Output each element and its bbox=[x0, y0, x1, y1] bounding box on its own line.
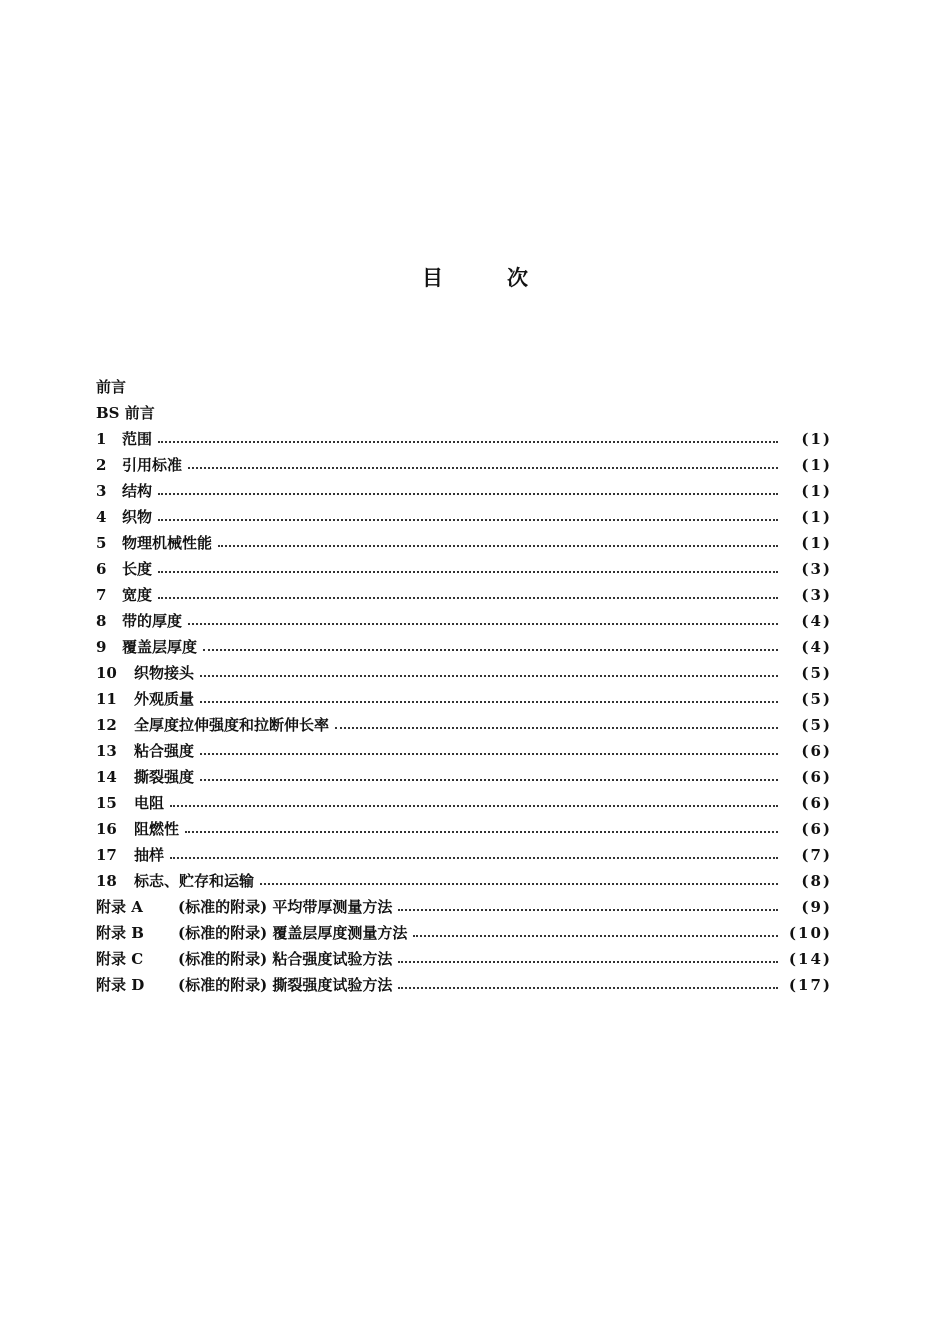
toc-entry-label: 阻燃性 bbox=[134, 820, 180, 838]
toc-appendix-label: (标准的附录) 撕裂强度试验方法 bbox=[178, 976, 393, 994]
toc-entry bbox=[96, 712, 832, 738]
toc-entry-label: 抽样 bbox=[134, 846, 165, 864]
toc-appendix-number: 附录 B bbox=[96, 924, 144, 942]
toc-appendix-entry bbox=[96, 894, 832, 920]
toc-entry-number: 8 bbox=[96, 612, 107, 630]
toc-entry-label: 带的厚度 bbox=[122, 612, 183, 630]
toc-entry-label: 范围 bbox=[122, 430, 153, 448]
toc-entry-number: 3 bbox=[96, 482, 107, 500]
toc-entry-page: (8) bbox=[801, 872, 832, 890]
leader-dots bbox=[188, 467, 778, 469]
toc-entry-number: 11 bbox=[96, 690, 117, 708]
toc-entry bbox=[96, 452, 832, 478]
toc-entry-number: 13 bbox=[96, 742, 117, 760]
toc-entry-number: 6 bbox=[96, 560, 107, 578]
toc-entry-page: (3) bbox=[801, 586, 832, 604]
toc-entry-number: 5 bbox=[96, 534, 107, 552]
title-char-1: 目 bbox=[422, 266, 443, 290]
toc-entry-label: 织物接头 bbox=[134, 664, 195, 682]
toc-appendix-number: 附录 D bbox=[96, 976, 145, 994]
toc-entry-page: (1) bbox=[801, 430, 832, 448]
leader-dots bbox=[260, 883, 778, 885]
toc-entry-page: (4) bbox=[801, 638, 832, 656]
leader-dots bbox=[158, 493, 778, 495]
leader-dots bbox=[158, 571, 778, 573]
toc-entry-label: 撕裂强度 bbox=[134, 768, 195, 786]
toc-appendix-entry bbox=[96, 972, 832, 998]
toc-entry bbox=[96, 660, 832, 686]
toc-entry-page: (6) bbox=[801, 742, 832, 760]
toc-entry-label: 全厚度拉伸强度和拉断伸长率 bbox=[134, 716, 330, 734]
toc-entry bbox=[96, 842, 832, 868]
toc-entry-label: 标志、贮存和运输 bbox=[134, 872, 255, 890]
table-of-contents bbox=[96, 374, 832, 998]
toc-entry-page: (6) bbox=[801, 794, 832, 812]
toc-entry bbox=[96, 556, 832, 582]
toc-entry bbox=[96, 634, 832, 660]
toc-heading-foreword: 前言 bbox=[96, 378, 127, 396]
toc-entry-page: (1) bbox=[801, 534, 832, 552]
toc-entry-label: 结构 bbox=[122, 482, 153, 500]
toc-entry bbox=[96, 608, 832, 634]
toc-appendix-entry bbox=[96, 920, 832, 946]
page-title bbox=[0, 262, 950, 292]
toc-entry-number: 1 bbox=[96, 430, 107, 448]
toc-entry-page: (7) bbox=[801, 846, 832, 864]
leader-dots bbox=[398, 987, 778, 989]
leader-dots bbox=[203, 649, 778, 651]
leader-dots bbox=[158, 519, 778, 521]
toc-entry bbox=[96, 764, 832, 790]
toc-appendix-number: 附录 C bbox=[96, 950, 144, 968]
leader-dots bbox=[200, 753, 778, 755]
toc-entry-page: (1) bbox=[801, 508, 832, 526]
toc-appendix-entry bbox=[96, 946, 832, 972]
title-char-2: 次 bbox=[507, 266, 528, 290]
toc-entry-page: (3) bbox=[801, 560, 832, 578]
toc-entry-label: 宽度 bbox=[122, 586, 153, 604]
toc-entry bbox=[96, 816, 832, 842]
toc-entry-label: 长度 bbox=[122, 560, 153, 578]
toc-appendix-page: (14) bbox=[788, 950, 832, 968]
leader-dots bbox=[158, 597, 778, 599]
toc-appendix-page: (9) bbox=[801, 898, 832, 916]
toc-entry-label: 覆盖层厚度 bbox=[122, 638, 198, 656]
toc-heading-bs-foreword: BS 前言 bbox=[96, 404, 155, 422]
toc-entry bbox=[96, 868, 832, 894]
toc-appendix-label: (标准的附录) 粘合强度试验方法 bbox=[178, 950, 393, 968]
leader-dots bbox=[200, 779, 778, 781]
toc-entry-label: 外观质量 bbox=[134, 690, 195, 708]
toc-entry bbox=[96, 426, 832, 452]
leader-dots bbox=[335, 727, 778, 729]
toc-entry bbox=[96, 530, 832, 556]
toc-entry bbox=[96, 582, 832, 608]
leader-dots bbox=[218, 545, 778, 547]
toc-entry-page: (1) bbox=[801, 456, 832, 474]
toc-entry bbox=[96, 738, 832, 764]
leader-dots bbox=[398, 961, 778, 963]
toc-entry bbox=[96, 478, 832, 504]
leader-dots bbox=[200, 675, 778, 677]
toc-entry-number: 10 bbox=[96, 664, 117, 682]
toc-entry-page: (1) bbox=[801, 482, 832, 500]
toc-appendix-page: (10) bbox=[788, 924, 832, 942]
toc-entry-page: (5) bbox=[801, 716, 832, 734]
toc-entry-number: 17 bbox=[96, 846, 117, 864]
leader-dots bbox=[188, 623, 778, 625]
toc-entry bbox=[96, 504, 832, 530]
toc-entry-number: 7 bbox=[96, 586, 107, 604]
toc-entry-page: (4) bbox=[801, 612, 832, 630]
leader-dots bbox=[398, 909, 778, 911]
toc-entry-number: 14 bbox=[96, 768, 117, 786]
toc-entry-number: 9 bbox=[96, 638, 107, 656]
toc-entry-label: 物理机械性能 bbox=[122, 534, 213, 552]
toc-appendix-label: (标准的附录) 覆盖层厚度测量方法 bbox=[178, 924, 408, 942]
toc-entry-number: 18 bbox=[96, 872, 117, 890]
toc-entry-page: (5) bbox=[801, 664, 832, 682]
leader-dots bbox=[185, 831, 778, 833]
toc-entry bbox=[96, 686, 832, 712]
toc-entry-number: 12 bbox=[96, 716, 117, 734]
toc-entry-number: 15 bbox=[96, 794, 117, 812]
toc-entry-page: (6) bbox=[801, 820, 832, 838]
toc-appendix-label: (标准的附录) 平均带厚测量方法 bbox=[178, 898, 393, 916]
toc-entry-number: 4 bbox=[96, 508, 107, 526]
leader-dots bbox=[158, 441, 778, 443]
leader-dots bbox=[413, 935, 778, 937]
toc-entry-number: 16 bbox=[96, 820, 117, 838]
leader-dots bbox=[170, 805, 778, 807]
toc-entry-label: 粘合强度 bbox=[134, 742, 195, 760]
toc-entry-label: 电阻 bbox=[134, 794, 165, 812]
toc-entry bbox=[96, 790, 832, 816]
toc-entry-label: 引用标准 bbox=[122, 456, 183, 474]
leader-dots bbox=[170, 857, 778, 859]
toc-entry-page: (5) bbox=[801, 690, 832, 708]
toc-entry-page: (6) bbox=[801, 768, 832, 786]
toc-entry-number: 2 bbox=[96, 456, 107, 474]
leader-dots bbox=[200, 701, 778, 703]
toc-entry-label: 织物 bbox=[122, 508, 153, 526]
toc-appendix-number: 附录 A bbox=[96, 898, 143, 916]
toc-appendix-page: (17) bbox=[788, 976, 832, 994]
